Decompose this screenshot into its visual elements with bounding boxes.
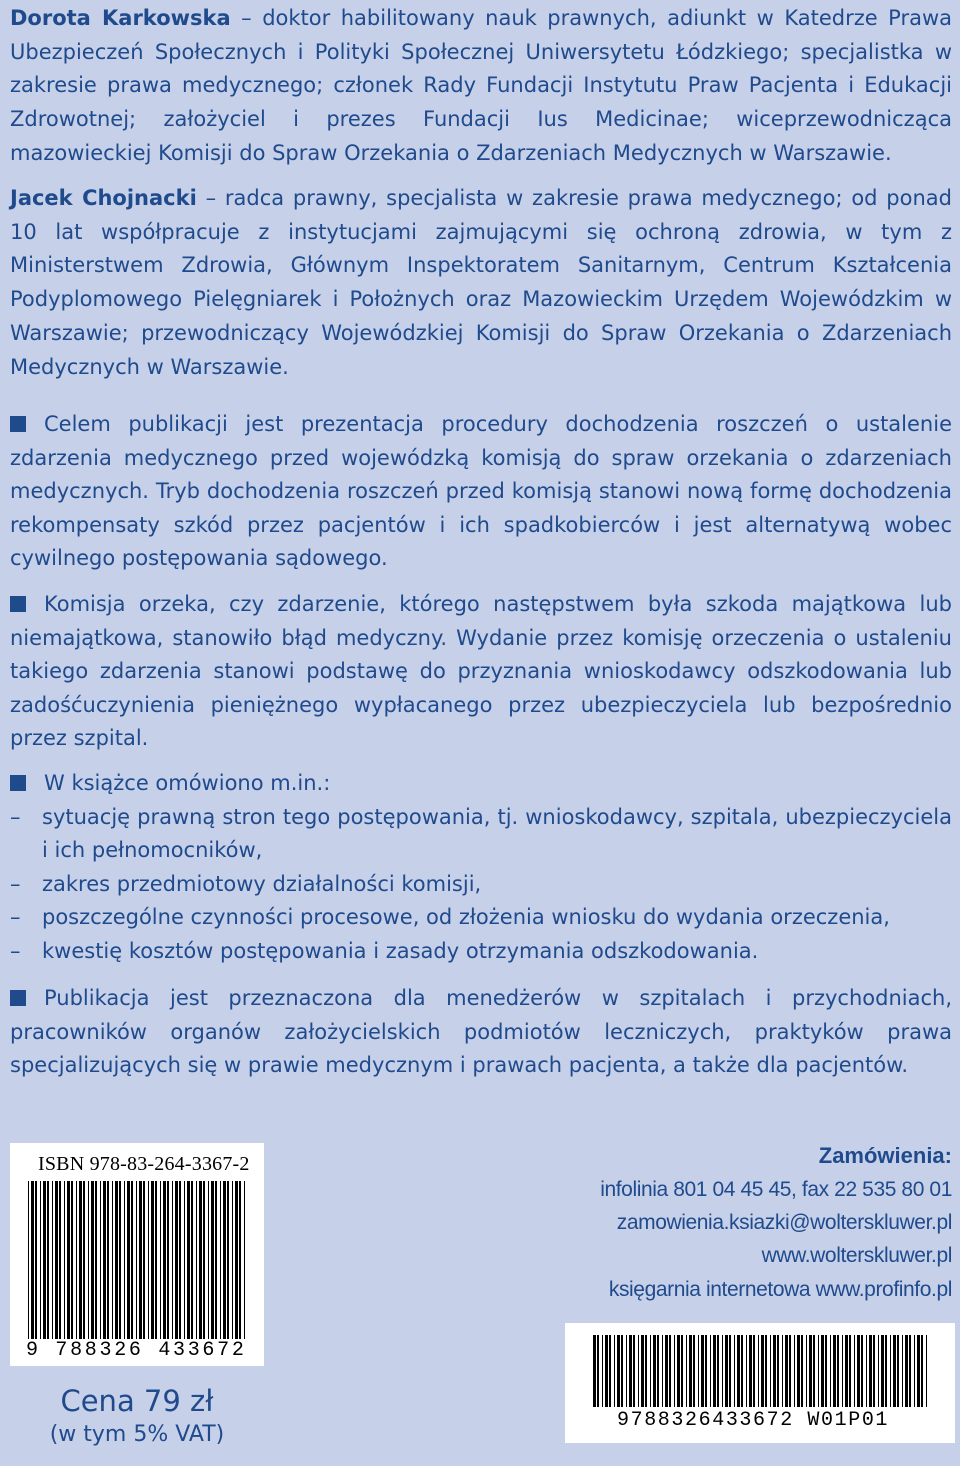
barcode-bars-icon — [591, 1335, 931, 1407]
author-description: – radca prawny, specjalista w zakresie prawa medycznego; od ponad 10 lat współpracuje z instytucjami zajmującymi się ochroną zdrowia, w tym z Ministerstwem Zdrowia, Głównym Inspektoratem Sanitarnym, Centrum Kształcenia Podyplomowego Pielęgniarek i Położnych oraz Mazowieckim Urzędem Wojewódzkim w Warszawie; przewodniczący Wojewódzkiej Komisji do Spraw Orzekania o Zdarzeniach Medycznych w Warszawie. — [10, 186, 952, 379]
orders-title: Zamówienia: — [818, 1143, 952, 1168]
publisher-code: 9788326433672 W01P01 — [617, 1409, 890, 1432]
square-bullet-icon — [10, 416, 26, 432]
description-paragraph-1: Celem publikacji jest prezentacja procedury dochodzenia roszczeń o ustalenie zdarzenia medycznego przed wojewódzką komisją do spraw orzekania o zdarzeniach medycznych. Tryb dochodzenia roszczeń przed komisją stanowi nową formę dochodzenia rekompensaty szkód przez pacjentów i ich spadkobierców i jest alternatywą wobec cywilnego postępowania sądowego. — [10, 412, 952, 571]
square-bullet-icon — [10, 596, 26, 612]
orders-block — [532, 1139, 952, 1306]
ean-digits: 9 788326 433672 — [26, 1339, 247, 1362]
publisher-barcode — [565, 1323, 955, 1443]
square-bullet-icon — [10, 990, 26, 1006]
orders-website: www.wolterskluwer.pl — [761, 1244, 952, 1268]
orders-phone: infolinia 801 04 45 45, fax 22 535 80 01 — [600, 1178, 952, 1201]
list-item: – poszczególne czynności procesowe, od złożenia wniosku do wydania orzeczenia, — [10, 905, 890, 930]
orders-email: zamowienia.ksiazki@wolterskluwer.pl — [616, 1211, 952, 1235]
author-name: Dorota Karkowska — [10, 6, 231, 30]
author-description: – doktor habilitowany nauk prawnych, adiunkt w Katedrze Prawa Ubezpieczeń Społecznych i Polityki Społecznej Uniwersytetu Łódzkiego; specjalistka w zakresie prawa medycznego; członek Rady Fundacji Instytutu Praw Pacjenta i Edukacji Zdrowotnej; założyciel i prezes Fundacji Ius Medicinae; wiceprzewodnicząca mazowieckiej Komisji do Spraw Orzekania o Zdarzeniach Medycznych w Warszawie. — [10, 6, 952, 165]
author-bio-chojnacki — [10, 182, 952, 384]
isbn-label: ISBN 978-83-264-3367-2 — [38, 1153, 250, 1175]
isbn-barcode — [10, 1143, 264, 1366]
price: Cena 79 zł — [60, 1384, 214, 1418]
price-block — [10, 1382, 264, 1450]
description-paragraph-2: Komisja orzeka, czy zdarzenie, którego następstwem była szkoda majątkowa lub niemajątkowa, stanowiło błąd medyczny. Wydanie przez komisję orzeczenia o ustaleniu takiego zdarzenia stanowi podstawę do przyznania wnioskodawcy odszkodowania lub zadośćuczynienia pieniężnego wypłacanego przez ubezpieczyciela lub bezpośrednio przez szpital. — [10, 592, 952, 751]
price-vat: (w tym 5% VAT) — [49, 1422, 225, 1447]
author-name: Jacek Chojnacki — [10, 186, 197, 210]
orders-bookstore: księgarnia internetowa www.profinfo.pl — [608, 1277, 952, 1301]
list-item: – sytuację prawną stron tego postępowania, tj. wnioskodawcy, szpitala, ubezpieczyciela i ich pełnomocników, — [10, 804, 952, 863]
list-intro: W książce omówiono m.in.: — [10, 767, 952, 801]
barcode-bars-icon — [26, 1181, 248, 1339]
author-bio-karkowska — [10, 2, 952, 171]
topics-list — [10, 801, 952, 969]
description-paragraph-4: Publikacja jest przeznaczona dla menedżerów w szpitalach i przychodniach, pracowników organów założycielskich podmiotów leczniczych, praktyków prawa specjalizujących się w prawie medycznym i prawach pacjenta, a także dla pacjentów. — [10, 986, 952, 1078]
list-item: – kwestię kosztów postępowania i zasady otrzymania odszkodowania. — [10, 938, 759, 963]
square-bullet-icon — [10, 775, 26, 791]
description-paragraph-3 — [10, 767, 952, 969]
list-item: – zakres przedmiotowy działalności komisji, — [10, 871, 482, 896]
